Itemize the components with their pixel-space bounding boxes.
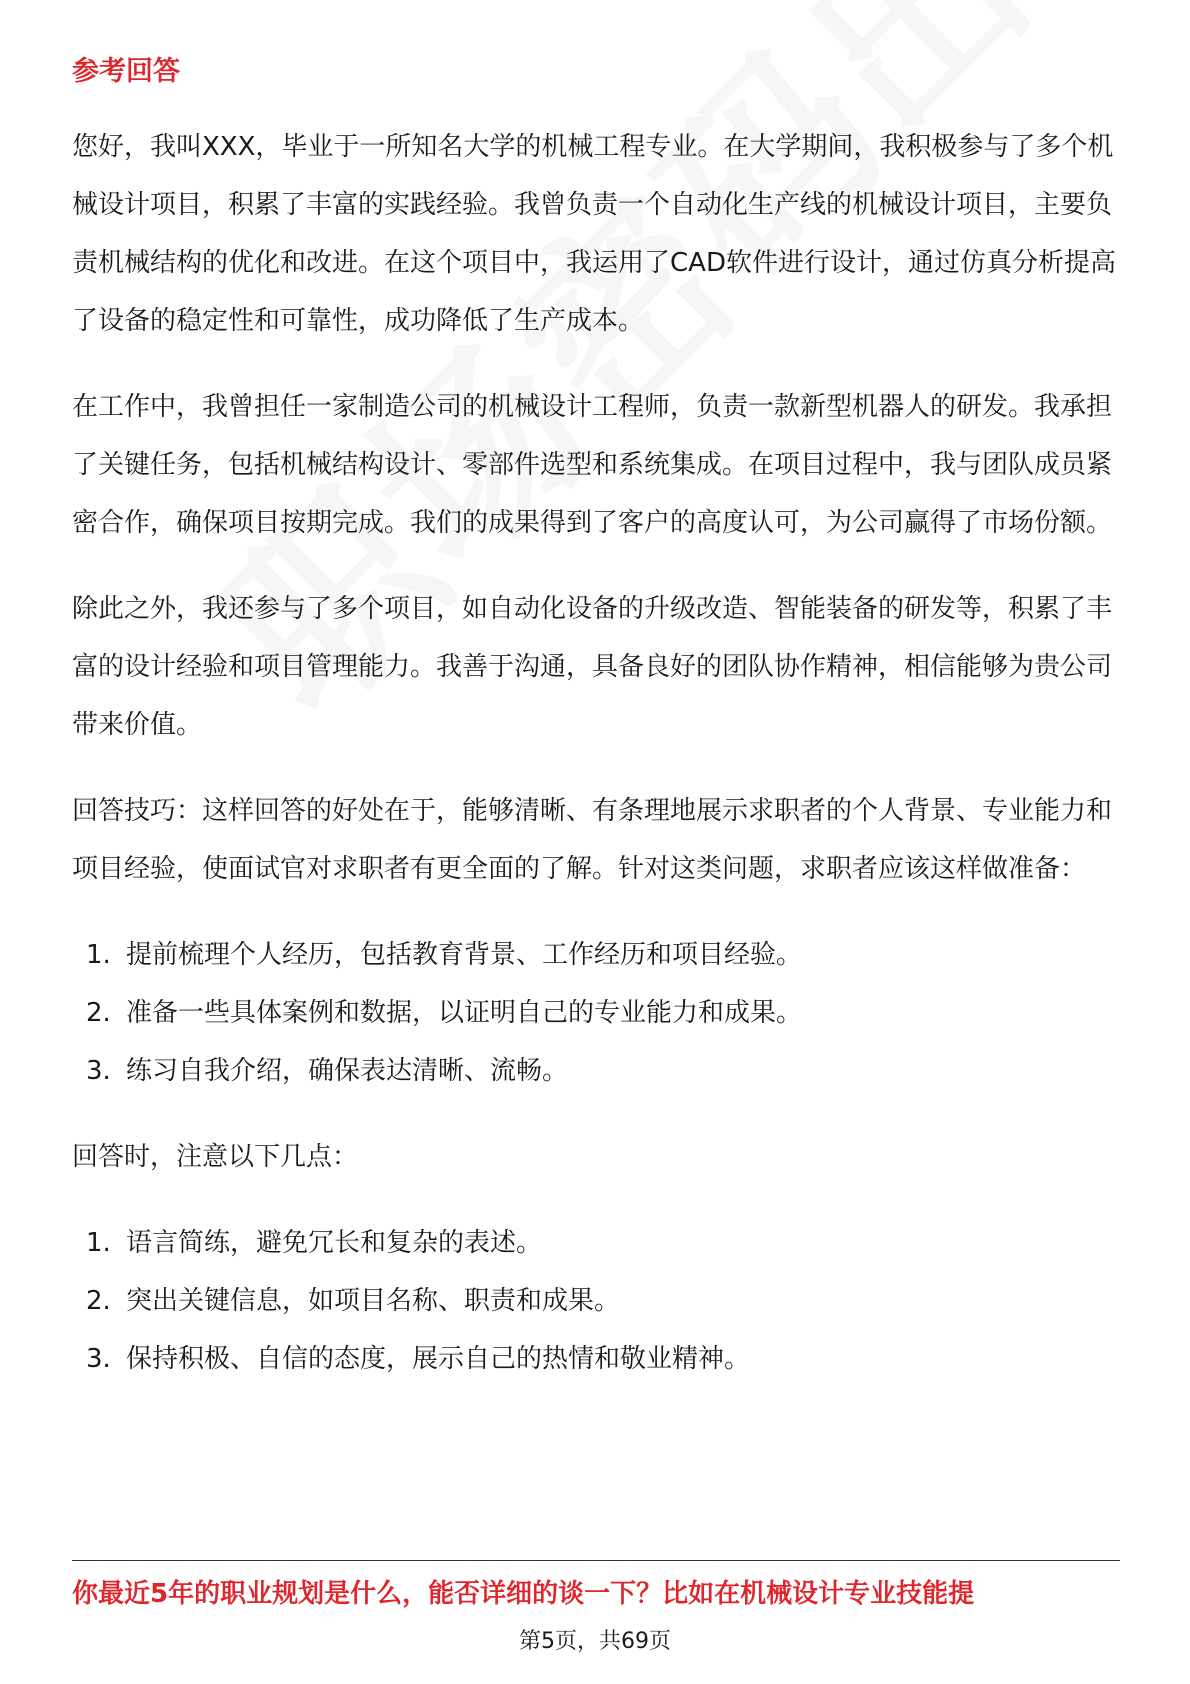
work-experience-paragraph: 在工作中，我曾担任一家制造公司的机械设计工程师，负责一款新型机器人的研发。我承担了关键任务，包括机械结构设计、零部件选型和系统集成。在项目过程中，我与团队成员紧密合作，确保项目按期完成。我们的成果得到了客户的高度认可，为公司赢得了市场份额。 [72,392,1113,538]
intro-paragraph: 您好，我叫XXX，毕业于一所知名大学的机械工程专业。在大学期间，我积极参与了多个机械设计项目，积累了丰富的实践经验。我曾负责一个自动化生产线的机械设计项目，主要负责机械结构的优化和改进。在这个项目中，我运用了CAD软件进行设计，通过仿真分析提高了设备的稳定性和可靠性，成功降低了生产成本。 [72,132,1116,336]
page-number: 第5页，共69页 [519,1629,671,1654]
list-item: 1. 提前梳理个人经历，包括教育背景、工作经历和项目经验。 [86,940,803,970]
list-item: 3. 练习自我介绍，确保表达清晰、流畅。 [86,1056,569,1086]
preparation-list [72,926,1122,1100]
answer-content [72,118,1122,1416]
notes-intro: 回答时，注意以下几点： [72,1142,359,1172]
list-item: 2. 突出关键信息，如项目名称、职责和成果。 [86,1286,621,1316]
list-item: 2. 准备一些具体案例和数据，以证明自己的专业能力和成果。 [86,998,803,1028]
answer-tips-paragraph: 回答技巧：这样回答的好处在于，能够清晰、有条理地展示求职者的个人背景、专业能力和项目经验，使面试官对求职者有更全面的了解。针对这类问题，求职者应该这样做准备： [72,796,1113,884]
list-item: 3. 保持积极、自信的态度，展示自己的热情和敬业精神。 [86,1344,751,1374]
additional-projects-paragraph: 除此之外，我还参与了多个项目，如自动化设备的升级改造、智能装备的研发等，积累了丰富的设计经验和项目管理能力。我善于沟通，具备良好的团队协作精神，相信能够为贵公司带来价值。 [72,594,1113,740]
notes-list [72,1214,1122,1388]
section-title: 参考回答 [72,56,180,87]
list-item: 1. 语言简练，避免冗长和复杂的表述。 [86,1228,543,1258]
divider [72,1560,1120,1561]
next-question-heading: 你最近5年的职业规划是什么，能否详细的谈一下？比如在机械设计专业技能提 [72,1579,975,1609]
